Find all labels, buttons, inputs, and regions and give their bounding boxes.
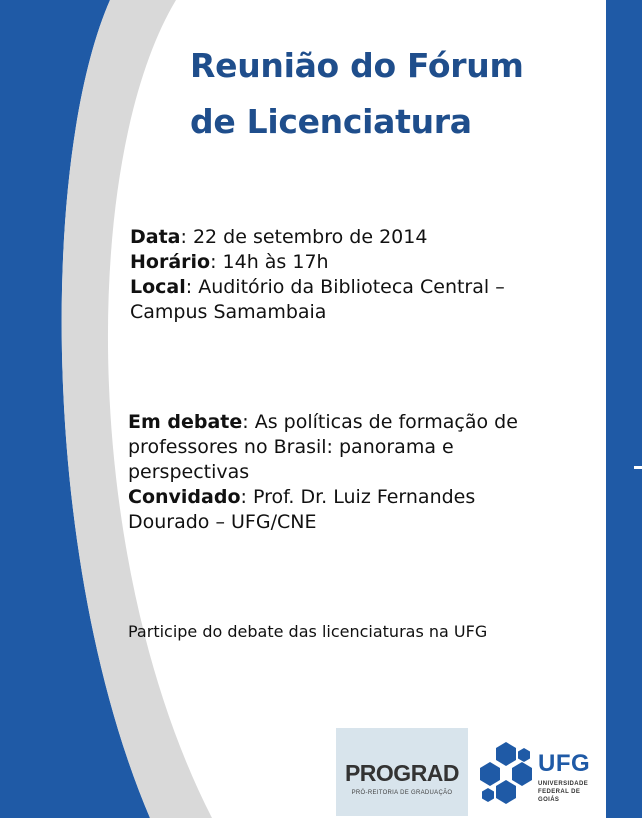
invite-text: Participe do debate das licenciaturas na UFG: [128, 622, 488, 641]
ufg-abbreviation: UFG: [538, 750, 591, 777]
guest-line-2: Dourado – UFG/CNE: [128, 511, 317, 533]
topic-line-1: : As políticas de formação de: [242, 411, 518, 433]
ufg-fullname: [538, 780, 602, 804]
hexagon-cluster-icon: [476, 740, 536, 806]
guest-row: [128, 485, 568, 510]
date-label: Data: [130, 226, 181, 248]
time-label: Horário: [130, 251, 211, 273]
topic-row-3: [128, 460, 568, 485]
right-blue-bar: [606, 0, 642, 818]
title-line-2: de Licenciatura: [190, 102, 472, 141]
debate-details: [128, 410, 568, 535]
title-line-1: Reunião do Fórum: [190, 46, 524, 85]
place-row-2: [130, 300, 580, 325]
event-details: [130, 225, 580, 325]
right-bar-notch: [634, 466, 642, 469]
topic-line-2: professores no Brasil: panorama e: [128, 436, 454, 458]
prograd-subtitle: PRÓ-REITORIA DE GRADUAÇÃO: [351, 790, 453, 796]
topic-row-2: [128, 435, 568, 460]
time-row: [130, 250, 580, 275]
page-title: [190, 38, 590, 150]
topic-label: Em debate: [128, 411, 243, 433]
time-value: : 14h às 17h: [210, 251, 329, 273]
guest-label: Convidado: [128, 486, 241, 508]
ufg-logo: [476, 740, 606, 810]
prograd-logo: [336, 728, 468, 816]
place-value: : Auditório da Biblioteca Central –: [185, 276, 505, 298]
place-row: [130, 275, 580, 300]
topic-row: [128, 410, 568, 435]
topic-line-3: perspectivas: [128, 461, 250, 483]
date-row: [130, 225, 580, 250]
date-value: : 22 de setembro de 2014: [180, 226, 428, 248]
ufg-fullname-line-1: UNIVERSIDADE: [538, 781, 589, 787]
guest-row-2: [128, 510, 568, 535]
place-label: Local: [130, 276, 186, 298]
guest-line-1: : Prof. Dr. Luiz Fernandes: [240, 486, 476, 508]
ufg-fullname-line-2: FEDERAL DE GOIÁS: [538, 789, 581, 803]
place-value-2: Campus Samambaia: [130, 301, 327, 323]
prograd-name: PROGRAD: [344, 760, 460, 786]
